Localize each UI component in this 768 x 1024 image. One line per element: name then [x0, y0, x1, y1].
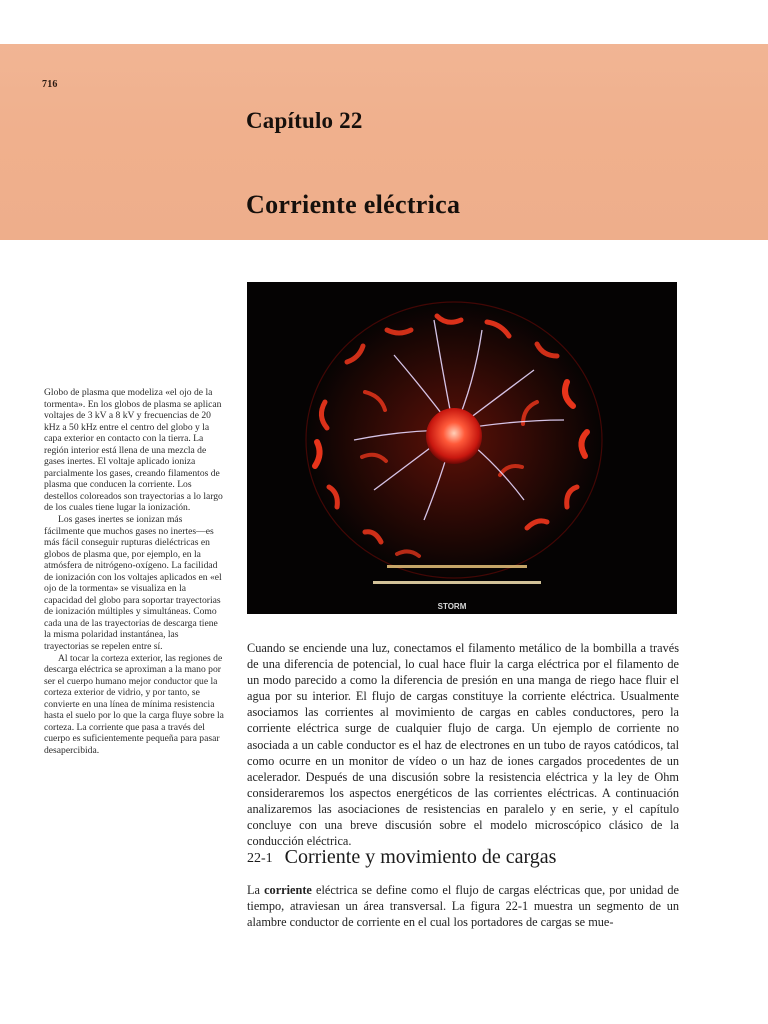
plasma-core: [426, 408, 482, 464]
chapter-label: Capítulo 22: [246, 108, 363, 133]
plasma-globe-illustration: [247, 282, 677, 614]
figure-caption-sidebar: [44, 387, 224, 757]
brand-label: STORM: [437, 602, 467, 611]
section-number: 22-1: [247, 851, 273, 866]
caption-paragraph: Globo de plasma que modeliza «el ojo de la tormenta». En los globos de plasma se aplican voltajes de 3 kV a 8 kV y frecuencias de 20 kHz a 50 kHz entre el centro del globo y la capa exterior en contacto con la tierra. La región interior está llena de una mezcla de gases inertes. El voltaje aplicado ioniza parcialmente los gases, creando filamentos de plasma que conducen la corriente. Los destellos coloreados son trayectorias a lo largo de los cuales tiene lugar la ionización.: [44, 387, 223, 514]
key-term: corriente: [264, 883, 312, 897]
chapter-title: Corriente eléctrica: [246, 190, 461, 219]
page-number: 716: [42, 79, 58, 90]
top-margin: [0, 0, 768, 44]
caption-paragraph: Al tocar la corteza exterior, las regiones de descarga eléctrica se aproximan a la mano por ser el cuerpo humano mejor conductor que la corteza exterior de vidrio, y por tanto, se convierte en una línea de mínima resistencia hasta el suelo por lo que la carga fluye sobre la corteza. La corriente que pasa a través del cuerpo es suficientemente pequeña para pasar desapercibida.: [44, 652, 224, 756]
chapter-intro: [247, 640, 679, 849]
section-heading: [247, 846, 687, 869]
intro-paragraph: Cuando se enciende una luz, conectamos el filamento metálico de la bombilla a través de una diferencia de potencial, lo cual hace fluir la carga eléctrica por el filamento de un modo parecido a como la diferencia de presión en una manga de riego hace fluir el agua por su interior. El flujo de cargas constituye la corriente eléctrica. Usualmente asociamos las corrientes al movimiento de cargas en cables conductores, pero la corriente eléctrica surge de cualquier flujo de carga. Un ejemplo de corriente no asociada a un cable conductor es el haz de electrones en un tubo de rayos catódicos, tal como ocurre en un monitor de vídeo o un haz de iones cargados procedentes de un acelerador. Después de una discusión sobre la resistencia eléctrica y la ley de Ohm consideraremos los aspectos energéticos de las corrientes eléctricas. A continuación analizaremos las asociaciones de resistencias en paralelo y en serie, y el capítulo concluye con una breve discusión sobre el modelo microscópico clásico de la conducción eléctrica.: [247, 641, 679, 849]
section-text: eléctrica se define como el flujo de cargas eléctricas que, por unidad de tiempo, atraviesan un área transversal. La figura 22-1 muestra un segmento de un alambre conductor de corriente en el cual los portadores de cargas se mue-: [247, 883, 679, 930]
globe-base-highlight: [387, 565, 527, 568]
plasma-globe-photo: [247, 282, 677, 614]
section-paragraph: [247, 882, 679, 930]
section-body: [247, 882, 679, 930]
caption-paragraph: Los gases inertes se ionizan más fácilmente que muchos gases no inertes—es más fácil conseguir rupturas dieléctricas en globos de plasma que, por ejemplo, en la atmósfera de nitrógeno-oxígeno. La facilidad de ionización con los voltajes aplicados en «el ojo de la tormenta» se visualiza en la capacidad del globo para soportar trayectorias de ionización múltiples y simultáneas. Como cada una de las trayectorias de descarga tiene la misma polaridad instantánea, las trayectorias se repelen entre sí.: [44, 514, 222, 653]
section-lead: La: [247, 883, 265, 897]
globe-base-rim: [373, 581, 541, 584]
section-title: Corriente y movimiento de cargas: [284, 846, 557, 868]
